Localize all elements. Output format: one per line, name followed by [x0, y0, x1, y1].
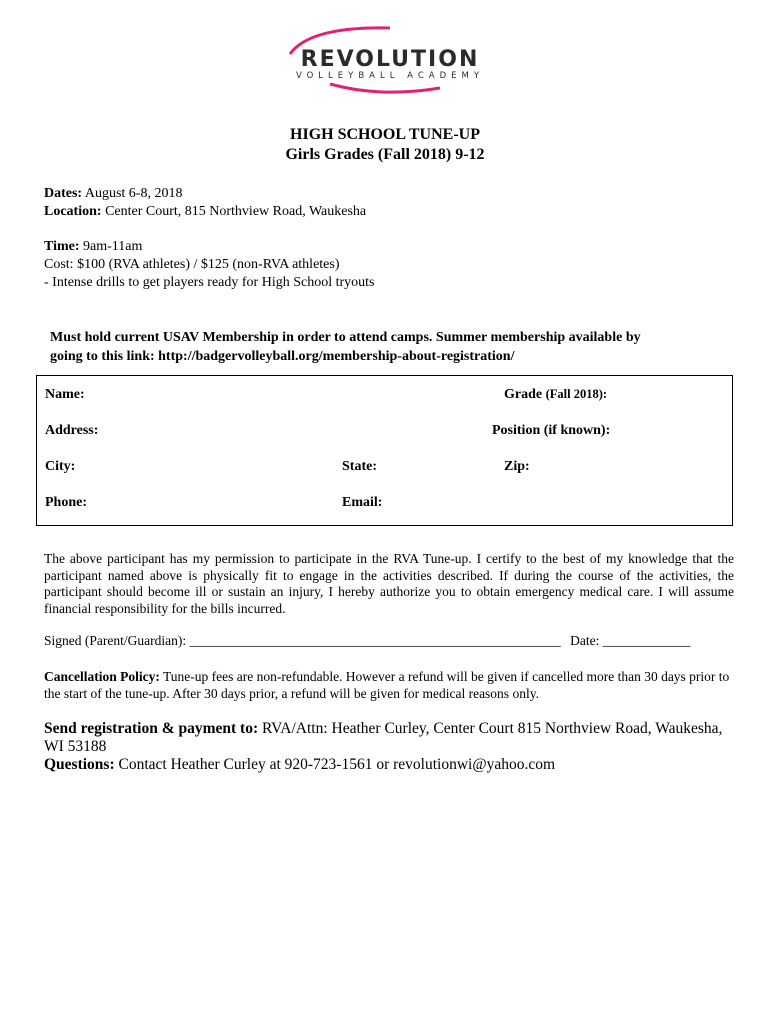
- logo-graphic: [270, 24, 510, 100]
- registration-form-box: [36, 375, 733, 526]
- logo-tagline: VOLLEYBALL ACADEMY: [295, 71, 485, 81]
- address-field-label: Address:: [45, 423, 99, 438]
- membership-notice-line1: Must hold current USAV Membership in order to attend camps. Summer membership available by: [50, 330, 641, 345]
- zip-field-label: Zip:: [504, 459, 530, 474]
- membership-notice: [50, 328, 730, 366]
- grade-note: (Fall 2018):: [545, 387, 608, 401]
- grade-field-label: [504, 387, 607, 403]
- logo-bottom-arc: [330, 84, 440, 92]
- time-value: 9am-11am: [83, 239, 143, 254]
- questions-label: Questions:: [44, 756, 115, 773]
- time-line: [44, 239, 142, 255]
- position-field-label: Position (if known):: [492, 423, 611, 438]
- cancellation-text: Tune-up fees are non-refundable. However a refund will be given if cancelled more than 30 days prior to the start of the tune-up. After 30 days prior, a refund will be given for medical reasons only.: [44, 669, 730, 701]
- send-line: [44, 720, 734, 756]
- dates-value: August 6-8, 2018: [84, 186, 183, 201]
- page-title: HIGH SCHOOL TUNE-UP: [290, 126, 480, 143]
- page-subtitle: Girls Grades (Fall 2018) 9-12: [285, 146, 485, 163]
- date-label: Date:: [570, 633, 600, 648]
- time-label: Time:: [44, 239, 80, 254]
- permission-paragraph: The above participant has my permission to participate in the RVA Tune-up. I certify to the best of my knowledge that the participant named above is physically fit to engage in the activities described. If during the course of the activities, the participant should become ill or sustain an injury, I hereby authorize you to obtain emergency medical care. I will assume financial responsibility for the bills incurred.: [44, 551, 734, 616]
- date-blank: _____________: [602, 633, 691, 648]
- send-value: RVA/Attn: Heather Curley, Center Court 815 Northview Road, Waukesha, WI 53188: [44, 720, 723, 755]
- state-field-label: State:: [342, 459, 377, 474]
- location-label: Location:: [44, 204, 102, 219]
- revolution-volleyball-academy-logo: [270, 24, 510, 100]
- cost-line: Cost: $100 (RVA athletes) / $125 (non-RVA athletes): [44, 257, 340, 272]
- location-value: Center Court, 815 Northview Road, Waukesha: [105, 204, 367, 219]
- logo-brand: REVOLUTION: [300, 47, 480, 72]
- cancellation-policy: [44, 668, 734, 702]
- location-line: [44, 204, 366, 220]
- city-field-label: City:: [45, 459, 76, 474]
- dates-label: Dates:: [44, 186, 83, 201]
- signed-label: Signed (Parent/Guardian):: [44, 633, 187, 648]
- grade-label: Grade: [504, 387, 543, 402]
- send-label: Send registration & payment to:: [44, 720, 259, 737]
- dates-line: [44, 186, 182, 202]
- phone-field-label: Phone:: [45, 495, 87, 510]
- name-field-label: Name:: [45, 387, 85, 402]
- contact-section: [44, 720, 734, 774]
- signature-line: [44, 633, 690, 649]
- email-field-label: Email:: [342, 495, 383, 510]
- membership-notice-line2: going to this link: http://badgervolleyball.org/membership-about-registration/: [50, 349, 515, 364]
- questions-value: Contact Heather Curley at 920-723-1561 or revolutionwi@yahoo.com: [118, 756, 556, 773]
- cancellation-label: Cancellation Policy:: [44, 669, 160, 684]
- signed-blank: _______________________________________________________: [189, 633, 561, 648]
- drills-line: - Intense drills to get players ready for High School tryouts: [44, 275, 375, 290]
- questions-line: [44, 756, 734, 774]
